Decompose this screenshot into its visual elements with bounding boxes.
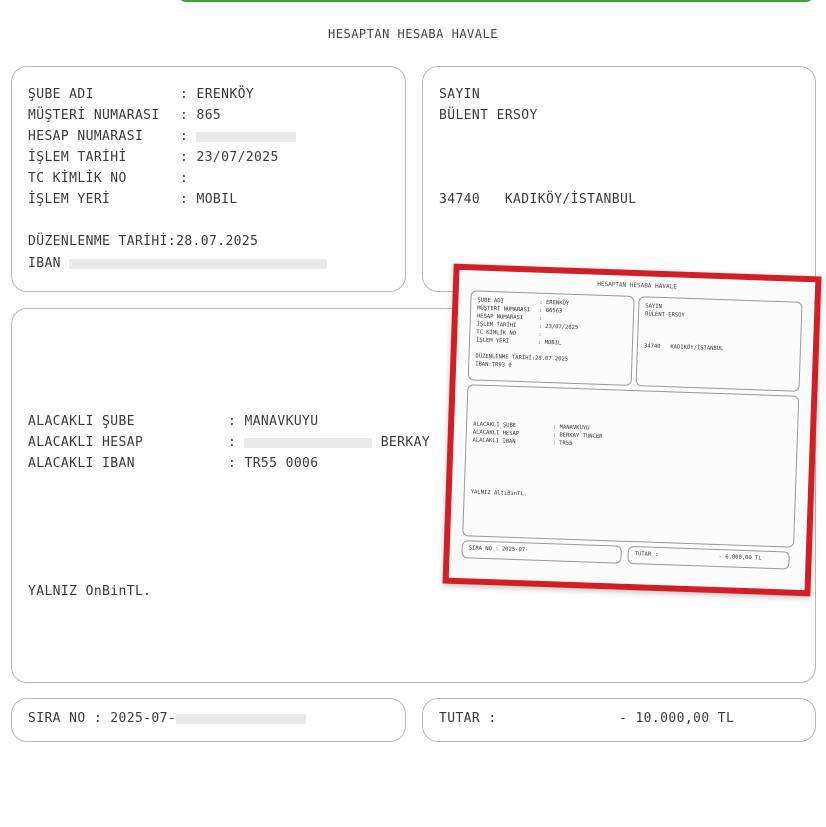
sequence-number-box xyxy=(11,698,406,742)
inset-amount-value: - 6.000,00 TL xyxy=(718,554,762,562)
inset-salutation: SAYIN xyxy=(645,303,662,310)
inset-recipient-name: BÜLENT ERSOY xyxy=(644,311,685,319)
inset-transfer-row: ALACAKLI HESAP : BERKAY TUNCER xyxy=(472,429,603,440)
inset-receipt-photo xyxy=(443,264,822,597)
amount-box xyxy=(422,698,816,742)
inset-sender-row: TC KİMLİK NO : xyxy=(476,329,545,338)
inset-transfer-box xyxy=(462,384,799,547)
top-green-bar xyxy=(178,0,814,2)
inset-sender-row: ŞUBE ADI : ERENKÖY xyxy=(477,297,570,307)
sender-info-box xyxy=(11,66,406,292)
recipient-salutation: SAYIN xyxy=(439,87,481,102)
creditor-account-row: ALACAKLI HESAP : BERKAY xyxy=(28,435,431,450)
inset-sequence: SIRA NO : 2025-07- xyxy=(468,545,529,554)
sender-row-location: İŞLEM YERİ : MOBIL xyxy=(28,192,238,207)
recipient-address: 34740 KADIKÖY/İSTANBUL xyxy=(439,192,637,207)
inset-recipient-box xyxy=(636,296,803,392)
inset-iban: IBAN:TR93 0 xyxy=(475,361,512,369)
redacted-account-no xyxy=(196,132,296,142)
inset-transfer-row: ALACAKLI IBAN : TR55 xyxy=(472,437,573,447)
inset-amount-box xyxy=(627,546,790,570)
inset-amount-in-words: YALNIZ AltıBinTL. xyxy=(470,489,528,498)
sender-row-account-no: HESAP NUMARASI : xyxy=(28,129,296,144)
inset-transfer-row: ALACAKLI ŞUBE : MANAVKUYU xyxy=(472,421,590,432)
inset-recipient-address: 34740 KADIKÖY/İSTANBUL xyxy=(643,343,724,353)
creditor-iban-row: ALACAKLI IBAN : TR55 0006 xyxy=(28,456,319,471)
recipient-name: BÜLENT ERSOY xyxy=(439,108,538,123)
inset-title: HESAPTAN HESABA HAVALE xyxy=(597,280,677,291)
sender-row-date: İŞLEM TARİHİ : 23/07/2025 xyxy=(28,150,279,165)
inset-sender-row: İŞLEM YERİ : MOBIL xyxy=(475,337,562,347)
sender-row-tc-no: TC KİMLİK NO : xyxy=(28,171,197,186)
amount-value: - 10.000,00 TL xyxy=(619,711,735,726)
inset-sender-box xyxy=(468,290,635,386)
inset-issue-date: DÜZENLENME TARİHİ:28.07.2025 xyxy=(475,353,569,363)
inset-sequence-box xyxy=(461,540,622,564)
sender-row-branch: ŞUBE ADI : ERENKÖY xyxy=(28,87,255,102)
inset-amount-label: TUTAR : xyxy=(634,551,658,558)
amount-label: TUTAR : xyxy=(439,711,497,726)
inset-sender-row: İŞLEM TARİHİ : 23/07/2025 xyxy=(476,321,579,332)
sender-row-issue-date: DÜZENLENME TARİHİ:28.07.2025 xyxy=(28,234,259,249)
inset-sender-row: HESAP NUMARASI : xyxy=(476,313,546,322)
redacted-sequence xyxy=(176,714,306,724)
sender-row-customer-no: MÜŞTERİ NUMARASI : 865 xyxy=(28,108,222,123)
recipient-address-box xyxy=(422,66,816,292)
sender-row-iban: IBAN xyxy=(28,256,327,271)
document-title: HESAPTAN HESABA HAVALE xyxy=(328,27,498,41)
amount-in-words: YALNIZ OnBinTL. xyxy=(28,584,152,599)
sequence-number: SIRA NO : 2025-07- xyxy=(28,711,306,726)
inset-sender-row: MÜŞTERİ NUMARASI : 86563 xyxy=(477,305,563,315)
redacted-creditor-account xyxy=(244,438,372,448)
redacted-iban xyxy=(69,259,327,269)
creditor-branch-row: ALACAKLI ŞUBE : MANAVKUYU xyxy=(28,414,319,429)
